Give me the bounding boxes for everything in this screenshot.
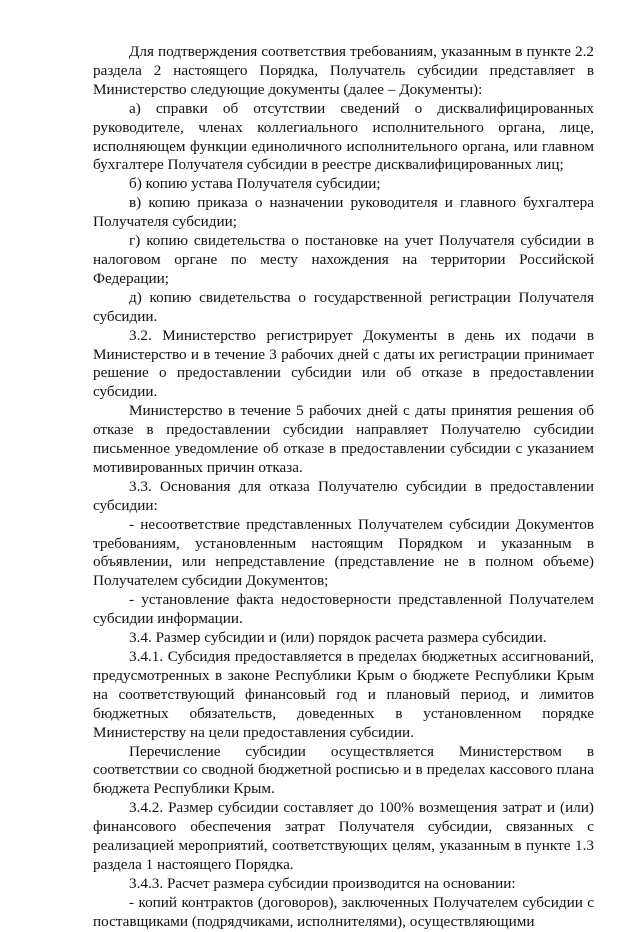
paragraph-3-3: 3.3. Основания для отказа Получателю субсидии в предоставлении субсидии: <box>93 477 594 514</box>
paragraph-3-4-1: 3.4.1. Субсидия предоставляется в пределах бюджетных ассигнований, предусмотренных в законе Республики Крым о бюджете Республики Крым на соответствующий финансовый год и плановый период, и лимитов бюджетных обязательств, доведенных в установленном порядке Министерству на цели предоставления субсидии. <box>93 648 594 741</box>
paragraph-transfer: Перечисление субсидии осуществляется Министерством в соответствии со сводной бюджетной росписью и в пределах кассового плана бюджета Республики Крым. <box>93 742 594 798</box>
paragraph-item-a: а) справки об отсутствии сведений о дисквалифицированных руководителе, членах коллегиального исполнительного органа, лице, исполняющем функции единоличного исполнительного органа, или главном бухгалтере Получателя субсидии в реестре дисквалифицированных лиц; <box>93 99 594 174</box>
paragraph-contracts: - копий контрактов (договоров), заключенных Получателем субсидии с поставщиками (подрядчиками, исполнителями), осуществляющими <box>93 893 594 930</box>
paragraph-3-4-2: 3.4.2. Размер субсидии составляет до 100% возмещения затрат и (или) финансового обеспечения затрат Получателя субсидии, связанных с реализацией мероприятий, соответствующих целям, указанным в пункте 1.3 раздела 1 настоящего Порядка. <box>93 799 594 873</box>
paragraph-item-b: б) копию устава Получателя субсидии; <box>129 175 381 193</box>
paragraph-3-4: 3.4. Размер субсидии и (или) порядок расчета размера субсидии. <box>129 629 547 647</box>
paragraph-item-d: д) копию свидетельства о государственной регистрации Получателя субсидии. <box>93 288 594 325</box>
paragraph-ground-1: - несоответствие представленных Получателем субсидии Документов требованиям, установленным настоящим Порядком и указанным в объявлении, или непредставление (представление не в полном объеме) Получателем субсидии Документов; <box>93 515 594 590</box>
paragraph-3-2: 3.2. Министерство регистрирует Документы в день их подачи в Министерство и в течение 3 рабочих дней с даты их регистрации принимает решение о предоставлении субсидии или об отказе в предоставлении субсидии. <box>93 326 594 401</box>
paragraph-intro: Для подтверждения соответствия требованиям, указанным в пункте 2.2 раздела 2 настоящего Порядка, Получатель субсидии представляет в Министерство следующие документы (далее – Документы): <box>93 43 594 98</box>
paragraph-ground-2: - установление факта недостоверности представленной Получателем субсидии информации. <box>93 591 594 628</box>
paragraph-3-4-3: 3.4.3. Расчет размера субсидии производится на основании: <box>129 874 516 892</box>
paragraph-item-g: г) копию свидетельства о постановке на учет Получателя субсидии в налоговом органе по месту нахождения на территории Российской Федерации; <box>93 232 594 287</box>
paragraph-refusal-notice: Министерство в течение 5 рабочих дней с даты принятия решения об отказе в предоставлении субсидии направляет Получателю субсидии письменное уведомление об отказе в предоставлении субсидии с указанием мотивированных причин отказа. <box>93 402 594 476</box>
paragraph-item-v: в) копию приказа о назначении руководителя и главного бухгалтера Получателя субсидии; <box>93 194 594 231</box>
